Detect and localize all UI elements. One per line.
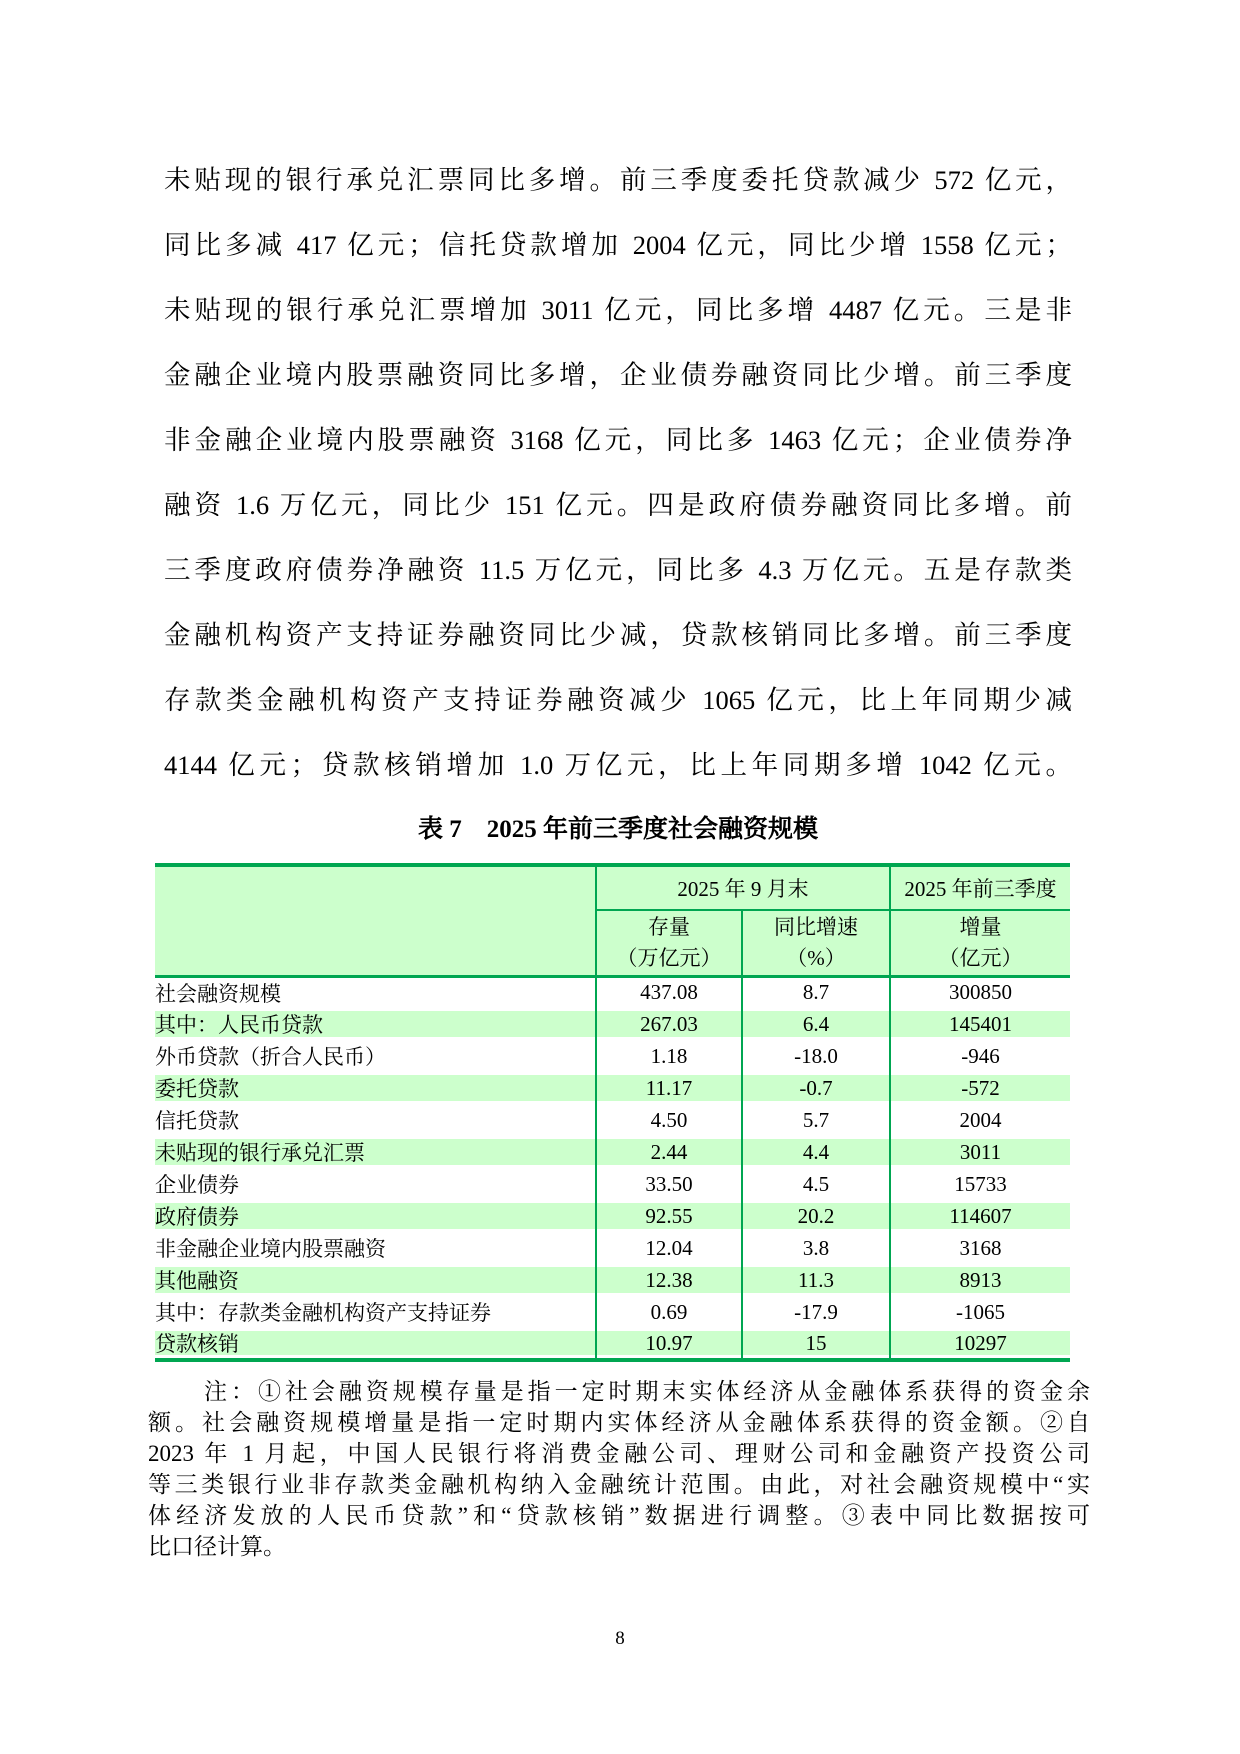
table-row xyxy=(155,1008,1070,1040)
flow-value: 3011 xyxy=(890,1136,1070,1168)
row-label: 其中：人民币贷款 xyxy=(155,1008,596,1040)
flow-value: 8913 xyxy=(890,1264,1070,1296)
table-body xyxy=(155,976,1070,1360)
yoy-value: 3.8 xyxy=(742,1232,890,1264)
yoy-value: 4.5 xyxy=(742,1168,890,1200)
table-notes xyxy=(148,1376,1090,1562)
stock-value: 4.50 xyxy=(596,1104,742,1136)
note-line: 比口径计算。 xyxy=(148,1534,286,1559)
header-yoy-cell xyxy=(742,910,890,976)
stock-value: 12.04 xyxy=(596,1232,742,1264)
row-label: 其中：存款类金融机构资产支持证券 xyxy=(155,1296,596,1328)
table-header xyxy=(155,865,1070,976)
flow-value: 10297 xyxy=(890,1328,1070,1360)
row-label: 社会融资规模 xyxy=(155,976,596,1008)
paragraph-line: 三季度政府债券净融资 11.5 万亿元，同比多 4.3 万亿元。五是存款类 xyxy=(164,555,1072,585)
stock-value: 92.55 xyxy=(596,1200,742,1232)
yoy-value: -17.9 xyxy=(742,1296,890,1328)
flow-value: -572 xyxy=(890,1072,1070,1104)
stock-value: 1.18 xyxy=(596,1040,742,1072)
header-flow-cell xyxy=(890,910,1070,976)
row-label: 外币贷款（折合人民币） xyxy=(155,1040,596,1072)
stock-value: 10.97 xyxy=(596,1328,742,1360)
stock-value: 267.03 xyxy=(596,1008,742,1040)
table-row xyxy=(155,1232,1070,1264)
note-line: 等三类银行业非存款类金融机构纳入金融统计范围。由此，对社会融资规模中“实 xyxy=(148,1472,1090,1497)
flow-value: 145401 xyxy=(890,1008,1070,1040)
yoy-value: -18.0 xyxy=(742,1040,890,1072)
row-label: 企业债券 xyxy=(155,1168,596,1200)
paragraph-line: 非金融企业境内股票融资 3168 亿元，同比多 1463 亿元；企业债券净 xyxy=(164,425,1072,455)
table-row xyxy=(155,1200,1070,1232)
note-line: 注：①社会融资规模存量是指一定时期末实体经济从金融体系获得的资金余 xyxy=(204,1379,1090,1404)
header-stock-label: 存量 xyxy=(648,914,690,939)
paragraph-line: 金融企业境内股票融资同比多增，企业债券融资同比少增。前三季度 xyxy=(164,360,1072,390)
body-text xyxy=(164,148,1072,798)
flow-value: -946 xyxy=(890,1040,1070,1072)
yoy-value: 8.7 xyxy=(742,976,890,1008)
note-line: 2023 年 1 月起，中国人民银行将消费金融公司、理财公司和金融资产投资公司 xyxy=(148,1441,1090,1466)
header-yoy-label: 同比增速 xyxy=(774,914,858,939)
paragraph-line: 未贴现的银行承兑汇票同比多增。前三季度委托贷款减少 572 亿元， xyxy=(164,165,1072,195)
stock-value: 437.08 xyxy=(596,976,742,1008)
header-blank-cell xyxy=(155,865,596,976)
table-row xyxy=(155,1136,1070,1168)
paragraph-line: 同比多减 417 亿元；信托贷款增加 2004 亿元，同比少增 1558 亿元； xyxy=(164,230,1072,260)
header-row-groups xyxy=(155,865,1070,910)
header-group-september: 2025 年 9 月末 xyxy=(596,865,890,910)
table-row xyxy=(155,1040,1070,1072)
yoy-value: 11.3 xyxy=(742,1264,890,1296)
table-row xyxy=(155,976,1070,1008)
row-label: 非金融企业境内股票融资 xyxy=(155,1232,596,1264)
note-line: 体经济发放的人民币贷款”和“贷款核销”数据进行调整。③表中同比数据按可 xyxy=(148,1503,1090,1528)
flow-value: 15733 xyxy=(890,1168,1070,1200)
table-row xyxy=(155,1264,1070,1296)
social-financing-table xyxy=(155,863,1070,1362)
table-row xyxy=(155,1328,1070,1360)
flow-value: 114607 xyxy=(890,1200,1070,1232)
flow-value: 2004 xyxy=(890,1104,1070,1136)
paragraph-line: 存款类金融机构资产支持证券融资减少 1065 亿元，比上年同期少减 xyxy=(164,685,1072,715)
paragraph-line: 融资 1.6 万亿元，同比少 151 亿元。四是政府债券融资同比多增。前 xyxy=(164,490,1072,520)
flow-value: 3168 xyxy=(890,1232,1070,1264)
yoy-value: 6.4 xyxy=(742,1008,890,1040)
page-number: 8 xyxy=(615,1628,625,1649)
yoy-value: 5.7 xyxy=(742,1104,890,1136)
table-title: 表 7 2025 年前三季度社会融资规模 xyxy=(417,816,818,843)
stock-value: 11.17 xyxy=(596,1072,742,1104)
flow-value: 300850 xyxy=(890,976,1070,1008)
yoy-value: 4.4 xyxy=(742,1136,890,1168)
stock-value: 33.50 xyxy=(596,1168,742,1200)
paragraph-line: 金融机构资产支持证券融资同比少减，贷款核销同比多增。前三季度 xyxy=(164,620,1072,650)
stock-value: 12.38 xyxy=(596,1264,742,1296)
stock-value: 0.69 xyxy=(596,1296,742,1328)
yoy-value: 20.2 xyxy=(742,1200,890,1232)
note-line: 额。社会融资规模增量是指一定时期内实体经济从金融体系获得的资金额。②自 xyxy=(148,1410,1090,1435)
table-row xyxy=(155,1168,1070,1200)
paragraph-line: 4144 亿元；贷款核销增加 1.0 万亿元，比上年同期多增 1042 亿元。 xyxy=(164,750,1072,780)
header-stock-cell xyxy=(596,910,742,976)
row-label: 信托贷款 xyxy=(155,1104,596,1136)
row-label: 委托贷款 xyxy=(155,1072,596,1104)
header-yoy-unit: （%） xyxy=(786,945,846,970)
yoy-value: -0.7 xyxy=(742,1072,890,1104)
row-label: 政府债券 xyxy=(155,1200,596,1232)
header-stock-unit: （万亿元） xyxy=(616,945,722,970)
yoy-value: 15 xyxy=(742,1328,890,1360)
table-row xyxy=(155,1104,1070,1136)
table-row xyxy=(155,1296,1070,1328)
stock-value: 2.44 xyxy=(596,1136,742,1168)
paragraph-line: 未贴现的银行承兑汇票增加 3011 亿元，同比多增 4487 亿元。三是非 xyxy=(164,295,1072,325)
row-label: 未贴现的银行承兑汇票 xyxy=(155,1136,596,1168)
header-group-first-three-quarters: 2025 年前三季度 xyxy=(890,865,1070,910)
header-flow-unit: （亿元） xyxy=(938,945,1023,970)
row-label: 其他融资 xyxy=(155,1264,596,1296)
flow-value: -1065 xyxy=(890,1296,1070,1328)
row-label: 贷款核销 xyxy=(155,1328,596,1360)
header-flow-label: 增量 xyxy=(959,914,1002,939)
table-row xyxy=(155,1072,1070,1104)
